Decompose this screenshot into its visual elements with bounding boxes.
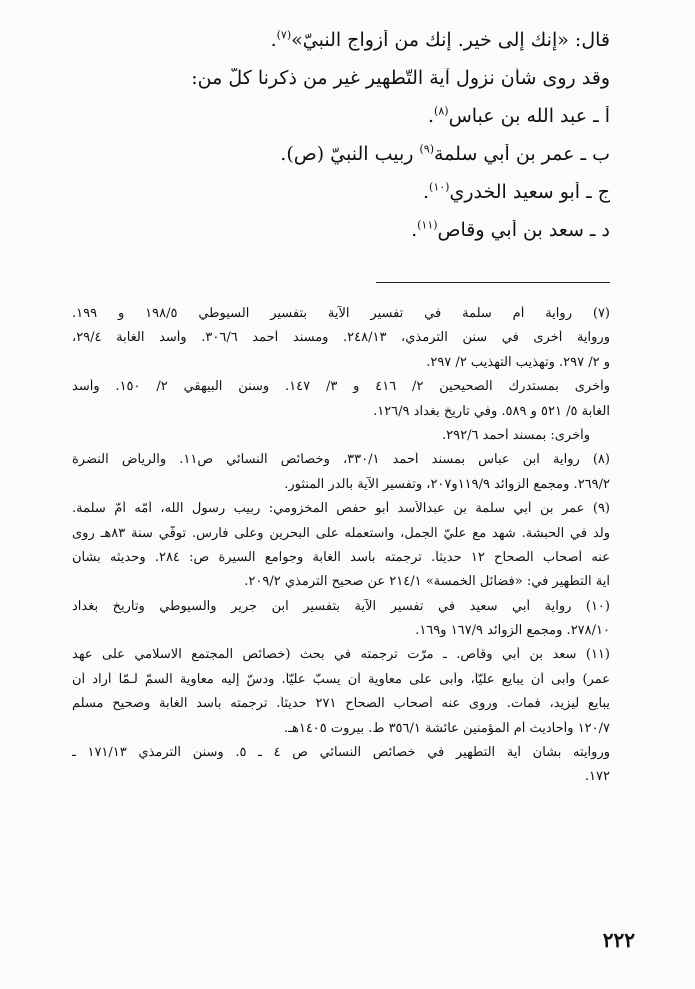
footnote-line: ١٢٠/٧ وأحاديث أم المؤمنين عائشة ٣٥٦/١ ط. بيروت ١٤٠٥هـ. <box>284 720 610 736</box>
footnote-line: وروايته بشأن آية التطهير في خصائص النسائي ص ٤ ـ ٥. وسنن الترمذي ١٧١/١٣ ـ <box>72 745 610 761</box>
footnote-line: عنه أصحاب الصحاح ١٢ حديثاً. ترجمته بأسد الغابة وجوامع السيرة ص: ٢٨٤. وحديثه بشأن <box>72 549 610 565</box>
footnote-line: ٢٧٨/١٠. ومجمع الزوائد ١٦٧/٩ و١٦٩. <box>415 623 610 639</box>
footnote-line: (٧) رواية أم سلمة في تفسير الآية بتفسير السيوطي ١٩٨/٥ و ١٩٩. <box>72 306 610 321</box>
footnote-line: و ٢/ ٢٩٧. وتهذيب التهذيب ٢/ ٢٩٧. <box>426 354 610 370</box>
footnote-line: (٨) رواية ابن عباس بمسند أحمد ٣٣٠/١، وخصائص النسائي ص١١. والرياض النضرة <box>72 452 610 468</box>
footnote-marker-7: (٧) <box>276 30 292 42</box>
page-number: ٢٢٢ <box>602 928 635 952</box>
footnote-marker-9: (٩) <box>419 144 434 156</box>
footnote-line: الغابة ٥/ ٥٢١ و ٥٨٩. وفي تاريخ بغداد ١٢٦/٩. <box>373 403 610 419</box>
footnote-line: وأخرى بمستدرك الصحيحين ٢/ ٤١٦ و ٣/ ١٤٧. وسنن البيهقي ٢/ ١٥٠. وأسد <box>72 379 610 395</box>
footnote-line: وأخرى: بمسند أحمد ٢٩٢/٦. <box>442 427 590 443</box>
main-line-2: وقد روى شأن نزول آية التّطهير غير من ذكرنا كلّ من: <box>191 68 610 89</box>
footnote-line: ١٧٢. <box>584 769 610 785</box>
footnote-line: (٩) عمر بن أبي سلمة بن عبدالأسد أبو حفص المخزومي: ربيب رسول الله، أمّه أمّ سلمة. <box>72 501 610 517</box>
main-line-4: ب ـ عمر بن أبي سلمة$^{(٩)}$ ربيب النبيّ (ص). <box>280 144 610 165</box>
main-line-1: قال: «إنك إلى خير. إنك من أزواج النبيّ»$^{(٧)}$. <box>270 30 610 51</box>
footnote-marker-11: (١١) <box>417 220 438 232</box>
main-text <box>150 30 610 258</box>
main-line-6: د ـ سعد بن أبي وقاص$^{(١١)}$. <box>411 220 610 241</box>
footnote-marker-8: (٨) <box>434 106 449 118</box>
footnotes <box>72 306 610 794</box>
footnote-line: ورواية أخرى في سنن الترمذي، ٢٤٨/١٣. ومسند أحمد ٣٠٦/٦. وأسد الغابة ٢٩/٤، <box>72 330 610 346</box>
footnote-marker-10: (١٠) <box>429 182 450 194</box>
main-line-5: ج ـ أبو سعيد الخدري$^{(١٠)}$. <box>423 182 610 203</box>
footnote-line: آية التطهير في: «فضائل الخمسة» ٢١٤/١ عن صحيح الترمذي ٢٠٩/٢. <box>244 574 610 590</box>
main-line-3: أ ـ عبد الله بن عباس$^{(٨)}$. <box>428 106 610 127</box>
footnote-line: ولد في الحبشة. شهد مع عليّ الجمل، واستعمله على البحرين وعلى فارس. توفّي سنة ٨٣هـ روى <box>72 525 610 541</box>
footnote-line: (١٠) رواية أبي سعيد في تفسير الآية بتفسير ابن جرير والسيوطي وتاريخ بغداد <box>72 598 610 614</box>
footnote-line: ٢٦٩/٢. ومجمع الزوائد ١١٩/٩و٢٠٧، وتفسير الآية بالدر المنثور. <box>284 476 610 492</box>
footnote-line: عمر) وأبى أن يبايع عليّاً، وأبى على معاوية أن يسبّ عليّاً. ودسّ إليه معاوية السمّ لـمّا أراد أن <box>72 671 610 687</box>
footnote-line: (١١) سعد بن أبي وقاص. ـ مرّت ترجمته في بحث (خصائص المجتمع الاسلامي على عهد <box>72 647 610 663</box>
footnote-line: يبايع ليزيد، فمات. وروى عنه أصحاب الصحاح ٢٧١ حديثاً. ترجمته بأسد الغابة وصحيح مسلم <box>72 696 610 712</box>
footnote-separator <box>376 282 610 283</box>
